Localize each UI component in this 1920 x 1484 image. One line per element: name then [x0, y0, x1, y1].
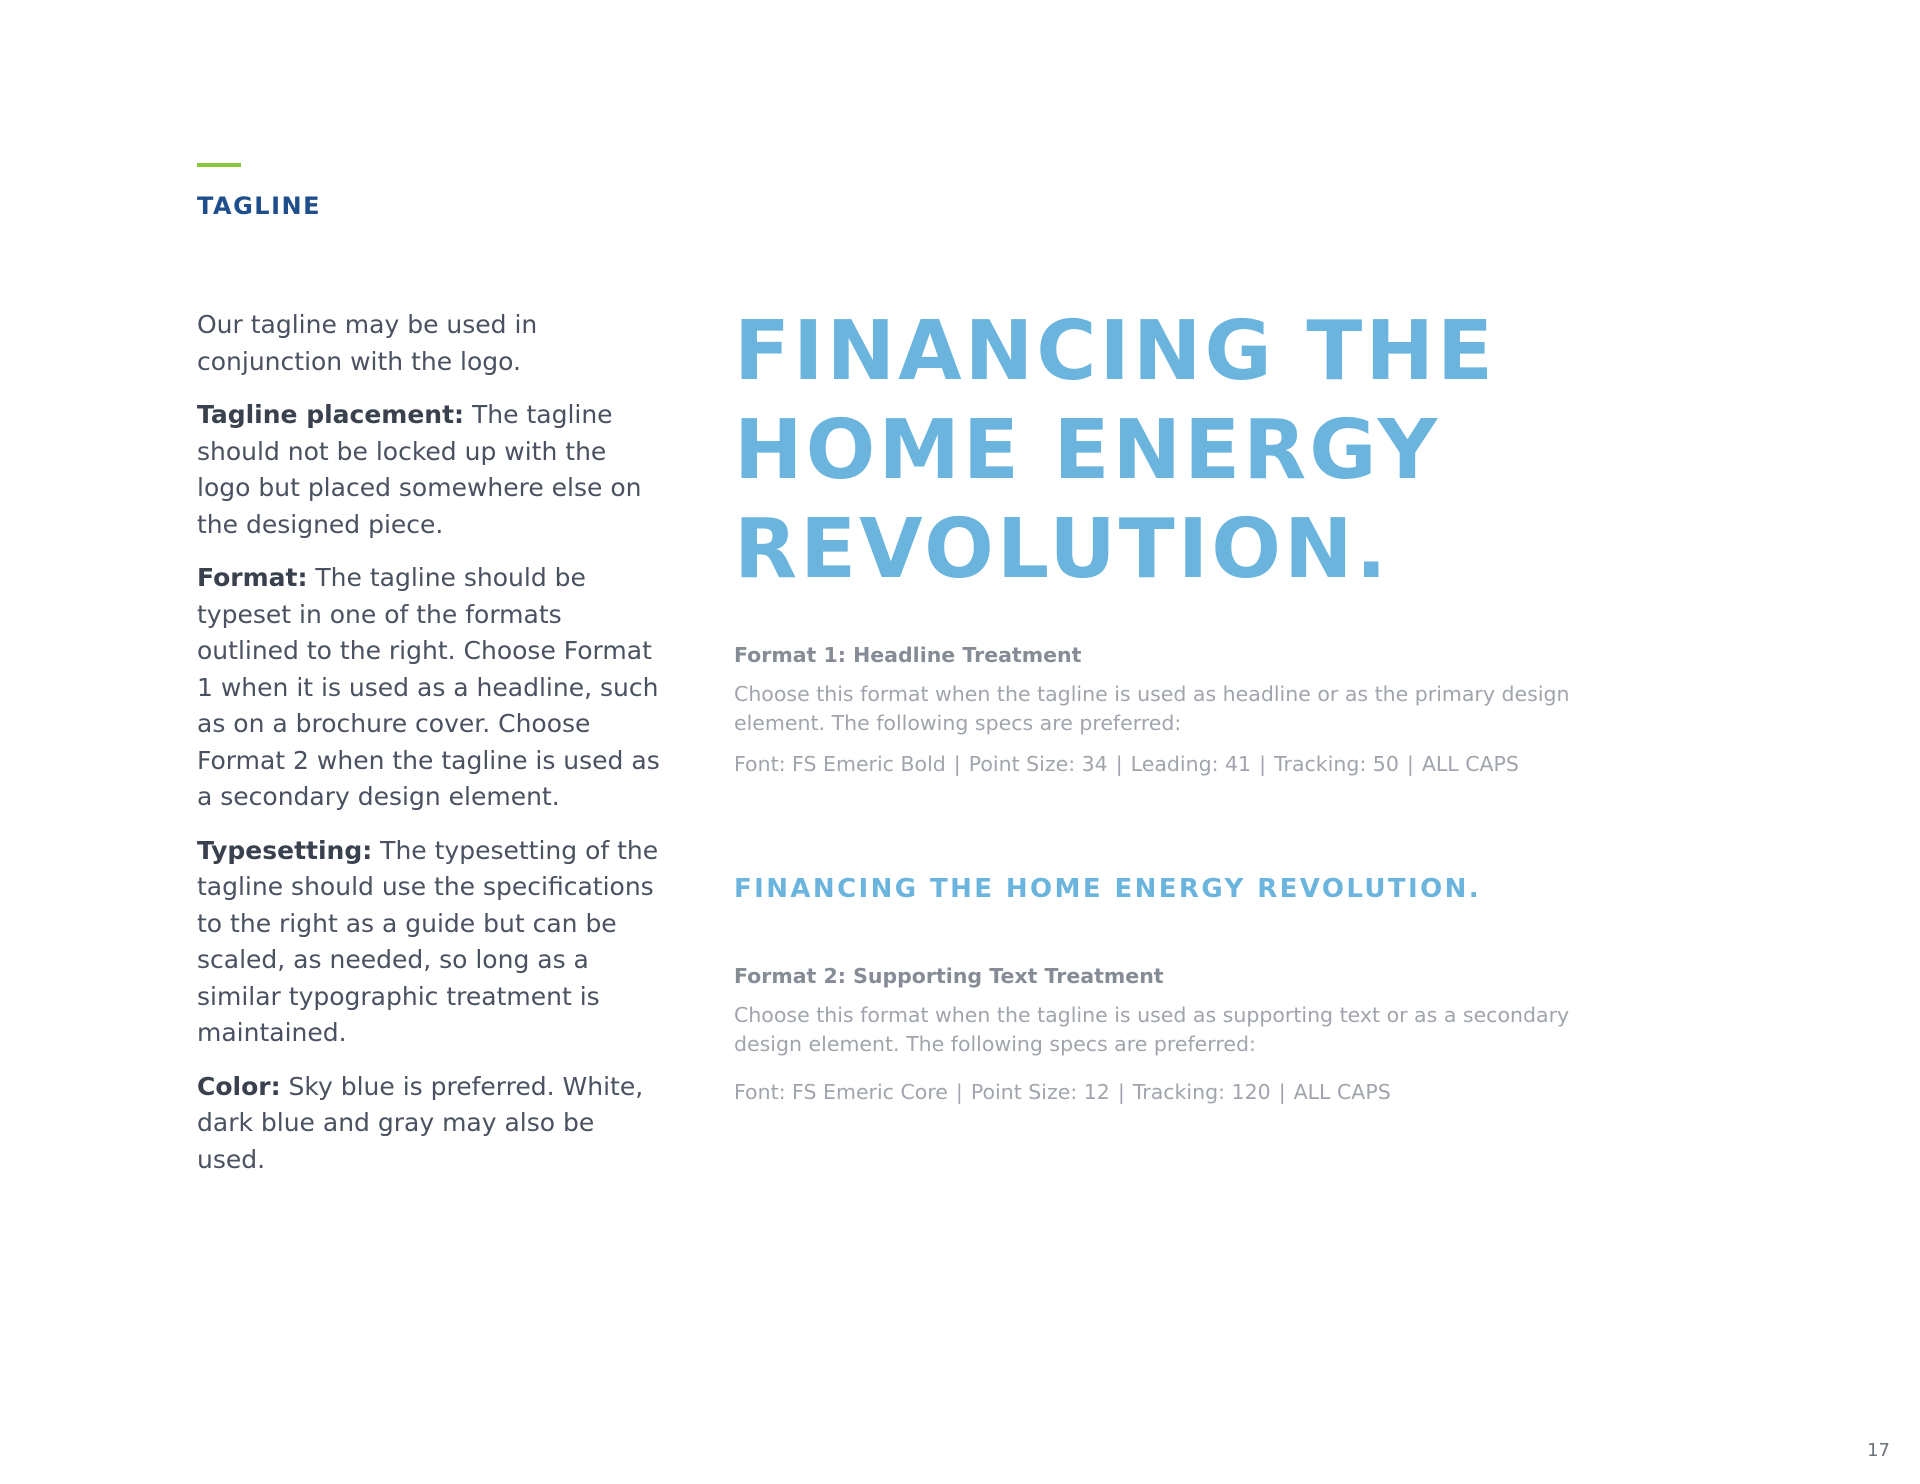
tagline-headline	[734, 302, 1734, 599]
headline-line-1: FINANCING THE	[734, 304, 1496, 399]
spec-item: Font: FS Emeric Bold	[734, 752, 946, 776]
section-title: TAGLINE	[197, 192, 321, 220]
accent-rule	[197, 163, 241, 167]
guideline-label: Typesetting:	[197, 835, 373, 865]
guideline-color	[197, 1069, 667, 1179]
spec-item: ALL CAPS	[1293, 1080, 1391, 1104]
spec-item: Point Size: 34	[968, 752, 1108, 776]
guideline-text: The tagline should be typeset in one of the formats outlined to the right. Choose Format 1 when it is used as a headline, such as on a brochure cover. Choose Format 2 when the tagline is used as a secondary design element.	[197, 563, 660, 811]
spec-item: Tracking: 50	[1274, 752, 1399, 776]
spec-item: Tracking: 120	[1132, 1080, 1271, 1104]
spec-item: Font: FS Emeric Core	[734, 1080, 948, 1104]
guideline-label: Color:	[197, 1071, 281, 1101]
format2-title: Format 2: Supporting Text Treatment	[734, 964, 1164, 988]
format1-specs: Font: FS Emeric Bold | Point Size: 34 | Leading: 41 | Tracking: 50 | ALL CAPS	[734, 752, 1519, 776]
headline-line-3: REVOLUTION.	[734, 502, 1390, 597]
guideline-text: Sky blue is preferred. White, dark blue and gray may also be used.	[197, 1071, 644, 1174]
spec-item: ALL CAPS	[1421, 752, 1519, 776]
spec-item: Leading: 41	[1130, 752, 1252, 776]
secondary-tagline: FINANCING THE HOME ENERGY REVOLUTION.	[734, 874, 1482, 904]
guideline-text: The tagline should not be locked up with the logo but placed somewhere else on the designed piece.	[197, 400, 642, 539]
page-number: 17	[1867, 1440, 1890, 1461]
headline-line-2: HOME ENERGY	[734, 403, 1441, 498]
format1-description: Choose this format when the tagline is used as headline or as the primary design element. The following specs are preferred:	[734, 682, 1570, 735]
format2-description: Choose this format when the tagline is used as supporting text or as a secondary design element. The following specs are preferred:	[734, 1003, 1570, 1056]
format1-title: Format 1: Headline Treatment	[734, 643, 1082, 667]
format2-specs: Font: FS Emeric Core | Point Size: 12 | Tracking: 120 | ALL CAPS	[734, 1080, 1391, 1104]
guideline-format	[197, 560, 667, 816]
intro-paragraph: Our tagline may be used in conjunction with the logo.	[197, 310, 538, 376]
guideline-label: Format:	[197, 563, 308, 592]
guideline-placement	[197, 397, 667, 543]
guideline-label: Tagline placement:	[197, 400, 465, 429]
guideline-text: The typesetting of the tagline should use the specifications to the right as a guide but can be scaled, as needed, so long as a similar typographic treatment is maintained.	[197, 835, 659, 1047]
guideline-typesetting	[197, 833, 667, 1052]
guidelines-column	[197, 307, 667, 1195]
spec-item: Point Size: 12	[970, 1080, 1110, 1104]
